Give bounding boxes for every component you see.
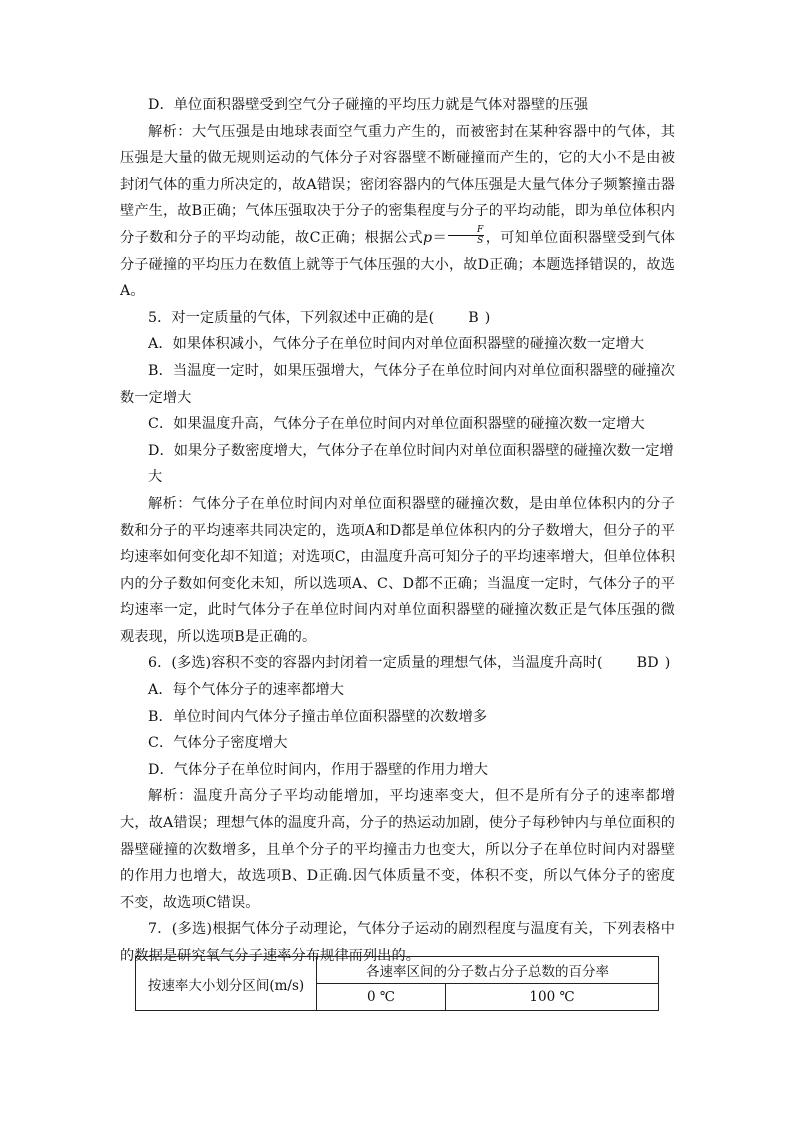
q5-option-b: B．当温度一定时，如果压强增大，气体分子在单位时间内对单位面积器壁的碰撞次数一定增大 <box>120 362 675 406</box>
q5-stem-text: 5．对一定质量的气体，下列叙述中正确的是( <box>148 309 435 326</box>
table-row <box>136 957 659 984</box>
q4-analysis-part2: ，可知单位面积器壁受到气体分子碰撞的平均压力在数值上就等于气体压强的大小，故D正确；本题选择错误的，故选A。 <box>120 229 675 300</box>
q5-analysis: 解析：气体分子在单位时间内对单位面积器壁的碰撞次数，是由单位体积内的分子数和分子的平均速率共同决定的，选项A和D都是单位体积内的分子数增大，但分子的平均速率如何变化却不知道；对选项C，由温度升高可知分子的平均速率增大，但单位体积内的分子数如何变化未知，所以选项A、C、D都不正确；当温度一定时，气体分子的平均速率一定，此时气体分子在单位时间内对单位面积器壁的碰撞次数正是气体压强的微观表现，所以选项B是正确的。 <box>120 495 675 645</box>
q6-stem-end: ) <box>664 655 671 672</box>
q5-option-d: D．如果分子数密度增大，气体分子在单位时间内对单位面积器壁的碰撞次数一定增大 <box>148 442 674 486</box>
table-col-100c: 100 ℃ <box>446 984 659 1011</box>
q6-option-a: A．每个气体分子的速率都增大 <box>148 682 345 699</box>
q4-analysis <box>120 119 675 305</box>
q5-stem <box>120 305 675 332</box>
q5-option-c: C．如果温度升高，气体分子在单位时间内对单位面积器壁的碰撞次数一定增大 <box>148 416 645 433</box>
q6-option-b: B．单位时间内气体分子撞击单位面积器壁的次数增多 <box>148 708 488 725</box>
q6-answer: BD <box>636 655 659 672</box>
q6-stem <box>120 650 675 677</box>
q5-stem-end: ) <box>484 309 491 326</box>
table-group-header: 各速率区间的分子数占分子总数的百分率 <box>317 957 659 984</box>
table-row-header: 按速率大小划分区间(m/s) <box>136 957 317 1011</box>
q6-option-c: C．气体分子密度增大 <box>148 735 288 752</box>
q4-analysis-part1: 解析：大气压强是由地球表面空气重力产生的，而被密封在某种容器中的气体，其压强是大量的做无规则运动的气体分子对容器壁不断碰撞而产生的，它的大小不是由被封闭气体的重力所决定的，故A错误；密闭容器内的气体压强是大量气体分子频繁撞击器壁产生，故B正确；气体压强取决于分子的密集程度与分子的平均动能，即为单位体积内分子数和分子的平均动能，故C正确；根据公式 <box>120 123 675 246</box>
formula-p: p <box>422 229 433 246</box>
formula-fraction <box>448 225 484 246</box>
table-col-0c: 0 ℃ <box>317 984 446 1011</box>
formula-denominator: S <box>477 236 484 247</box>
formula-eq: ＝ <box>432 229 448 246</box>
q5-answer: B <box>468 309 479 326</box>
q6-analysis: 解析：温度升高分子平均动能增加，平均速率变大，但不是所有分子的速率都增大，故A错误；理想气体的温度升高，分子的热运动加剧，使分子每秒钟内与单位面积的器壁碰撞的次数增多，且单个分子的平均撞击力也变大，所以分子在单位时间内对器壁的作用力也增大，故选项B、D正确.因气体质量不变，体积不变，所以气体分子的密度不变，故选项C错误。 <box>120 788 675 911</box>
q7-stem: 7．(多选)根据气体分子动理论，气体分子运动的剧烈程度与温度有关，下列表格中的数据是研究氧气分子速率分布规律而列出的。 <box>120 921 675 964</box>
q6-stem-text: 6．(多选)容积不变的容器内封闭着一定质量的理想气体，当温度升高时( <box>148 655 603 672</box>
formula-numerator: F <box>448 225 484 236</box>
speed-distribution-table <box>135 956 659 1011</box>
q4-option-d: D．单位面积器壁受到空气分子碰撞的平均压力就是气体对器壁的压强 <box>148 97 589 113</box>
q6-option-d: D．气体分子在单位时间内，作用于器壁的作用力增大 <box>148 761 489 778</box>
page-content <box>120 92 675 970</box>
q5-option-a: A．如果体积减小，气体分子在单位时间内对单位面积器壁的碰撞次数一定增大 <box>148 336 645 353</box>
